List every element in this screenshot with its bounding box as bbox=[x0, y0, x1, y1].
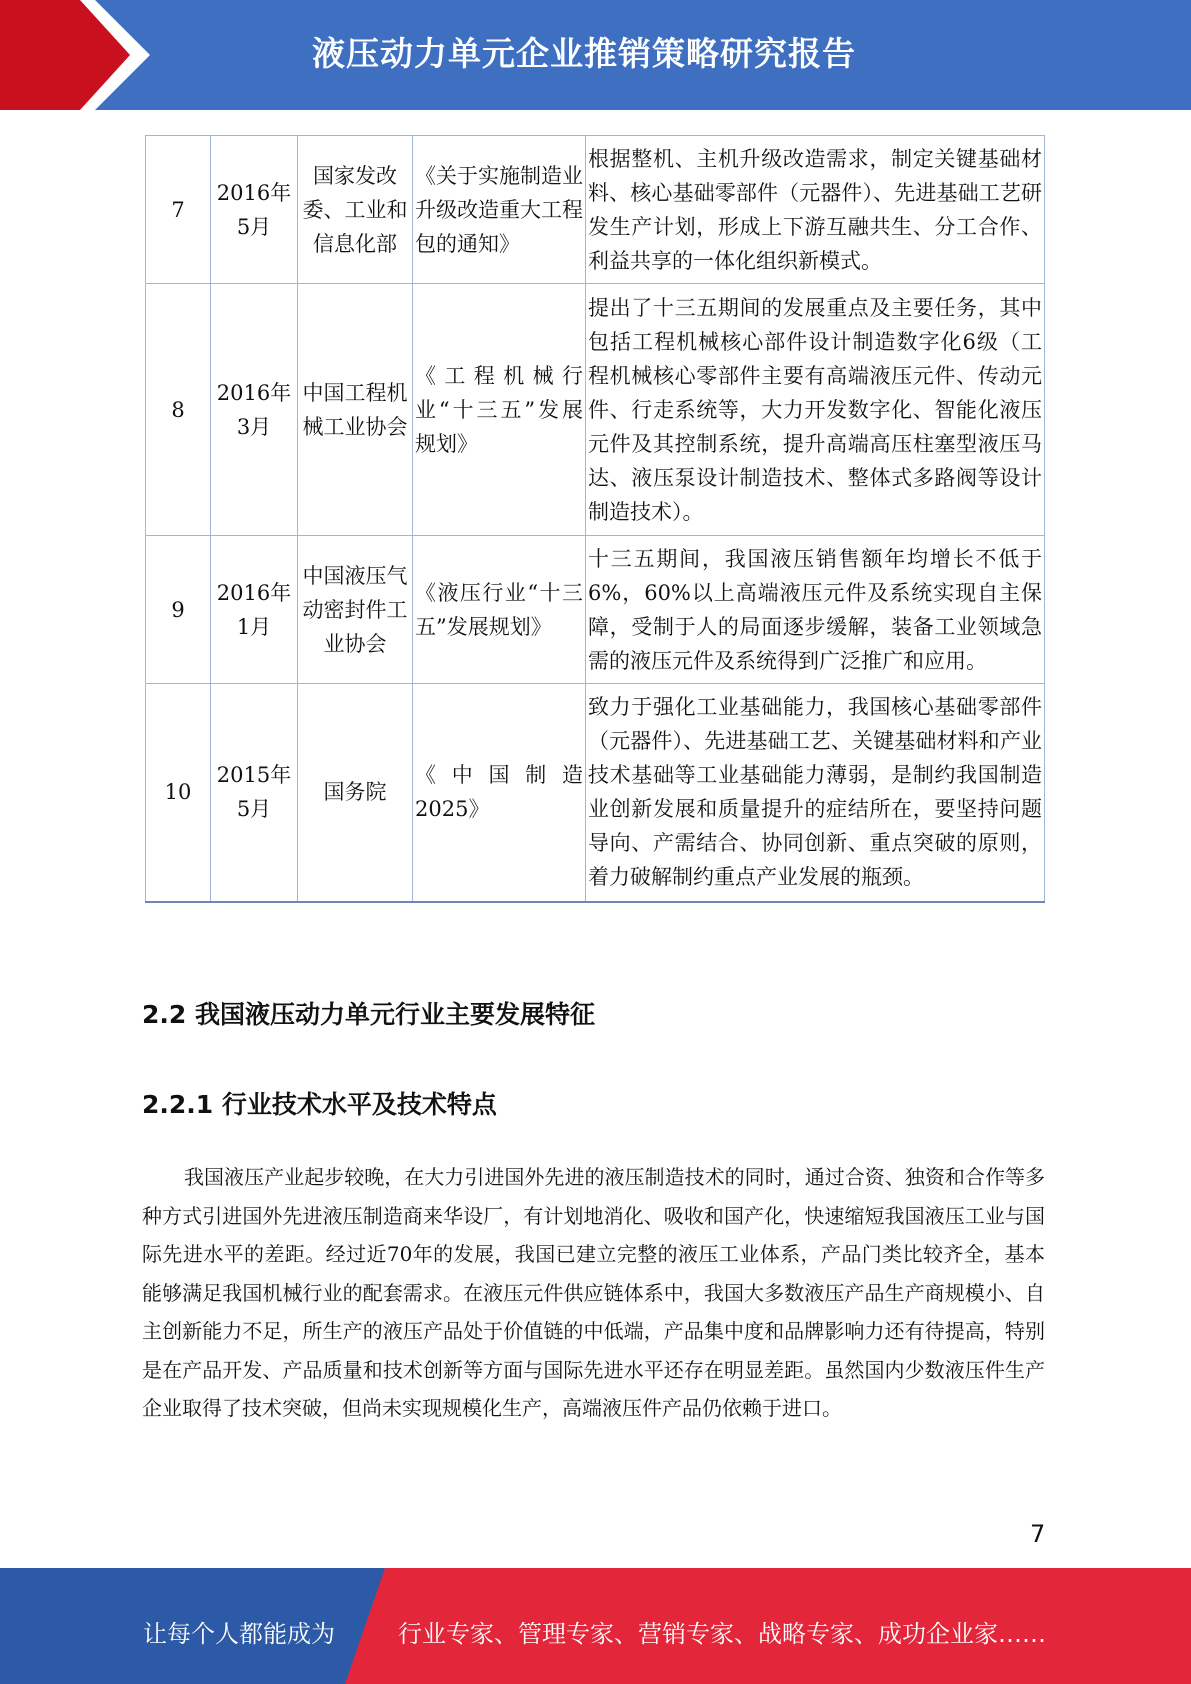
policy-document: 《中国制造2025》 bbox=[413, 684, 586, 902]
section-heading: 2.2 我国液压动力单元行业主要发展特征 bbox=[142, 1000, 595, 1029]
page-number: 7 bbox=[1030, 1520, 1046, 1548]
report-header bbox=[0, 0, 1191, 110]
issue-date: 2016年5月 bbox=[211, 136, 298, 284]
row-number: 7 bbox=[146, 136, 211, 284]
row-number: 9 bbox=[146, 536, 211, 684]
policy-document: 《工程机械行业“十三五”发展规划》 bbox=[413, 284, 586, 536]
body-paragraph: 我国液压产业起步较晚，在大力引进国外先进的液压制造技术的同时，通过合资、独资和合作等多种方式引进国外先进液压制造商来华设厂，有计划地消化、吸收和国产化，快速缩短我国液压工业与国际先进水平的差距。经过近70年的发展，我国已建立完整的液压工业体系，产品门类比较齐全，基本能够满足我国机械行业的配套需求。在液压元件供应链体系中，我国大多数液压产品生产商规模小、自主创新能力不足，所生产的液压产品处于价值链的中低端，产品集中度和品牌影响力还有待提高，特别是在产品开发、产品质量和技术创新等方面与国际先进水平还存在明显差距。虽然国内少数液压件生产企业取得了技术突破，但尚未实现规模化生产，高端液压件产品仍依赖于进口。 bbox=[142, 1165, 1045, 1420]
row-number: 8 bbox=[146, 284, 211, 536]
table-row bbox=[146, 136, 1045, 284]
subsection-heading: 2.2.1 行业技术水平及技术特点 bbox=[142, 1090, 497, 1119]
footer-roles: 行业专家、管理专家、营销专家、战略专家、成功企业家…… bbox=[398, 1620, 1046, 1648]
issuing-body: 中国液压气动密封件工业协会 bbox=[298, 536, 413, 684]
issue-date: 2015年5月 bbox=[211, 684, 298, 902]
policy-document: 《液压行业“十三五”发展规划》 bbox=[413, 536, 586, 684]
table-row bbox=[146, 284, 1045, 536]
issue-date: 2016年1月 bbox=[211, 536, 298, 684]
policy-table bbox=[145, 135, 1045, 903]
footer-slogan: 让每个人都能成为 bbox=[143, 1620, 335, 1648]
table-row bbox=[146, 684, 1045, 902]
policy-description: 提出了十三五期间的发展重点及主要任务，其中包括工程机械核心部件设计制造数字化6级（工程机械核心零部件主要有高端液压元件、传动元件、行走系统等，大力开发数字化、智能化液压元件及其控制系统，提升高端高压柱塞型液压马达、液压泵设计制造技术、整体式多路阀等设计制造技术）。 bbox=[586, 284, 1045, 536]
issuing-body: 中国工程机械工业协会 bbox=[298, 284, 413, 536]
policy-document: 《关于实施制造业升级改造重大工程包的通知》 bbox=[413, 136, 586, 284]
row-number: 10 bbox=[146, 684, 211, 902]
policy-description: 十三五期间，我国液压销售额年均增长不低于6%，60%以上高端液压元件及系统实现自主保障，受制于人的局面逐步缓解，装备工业领域急需的液压元件及系统得到广泛推广和应用。 bbox=[586, 536, 1045, 684]
policy-table-body bbox=[146, 136, 1045, 902]
policy-description: 根据整机、主机升级改造需求，制定关键基础材料、核心基础零部件（元器件）、先进基础工艺研发生产计划，形成上下游互融共生、分工合作、利益共享的一体化组织新模式。 bbox=[586, 136, 1045, 284]
issuing-body: 国家发改委、工业和信息化部 bbox=[298, 136, 413, 284]
table-row bbox=[146, 536, 1045, 684]
policy-description: 致力于强化工业基础能力，我国核心基础零部件（元器件）、先进基础工艺、关键基础材料和产业技术基础等工业基础能力薄弱，是制约我国制造业创新发展和质量提升的症结所在，要坚持问题导向、产需结合、协同创新、重点突破的原则，着力破解制约重点产业发展的瓶颈。 bbox=[586, 684, 1045, 902]
report-title: 液压动力单元企业推销策略研究报告 bbox=[312, 34, 856, 73]
issue-date: 2016年3月 bbox=[211, 284, 298, 536]
issuing-body: 国务院 bbox=[298, 684, 413, 902]
